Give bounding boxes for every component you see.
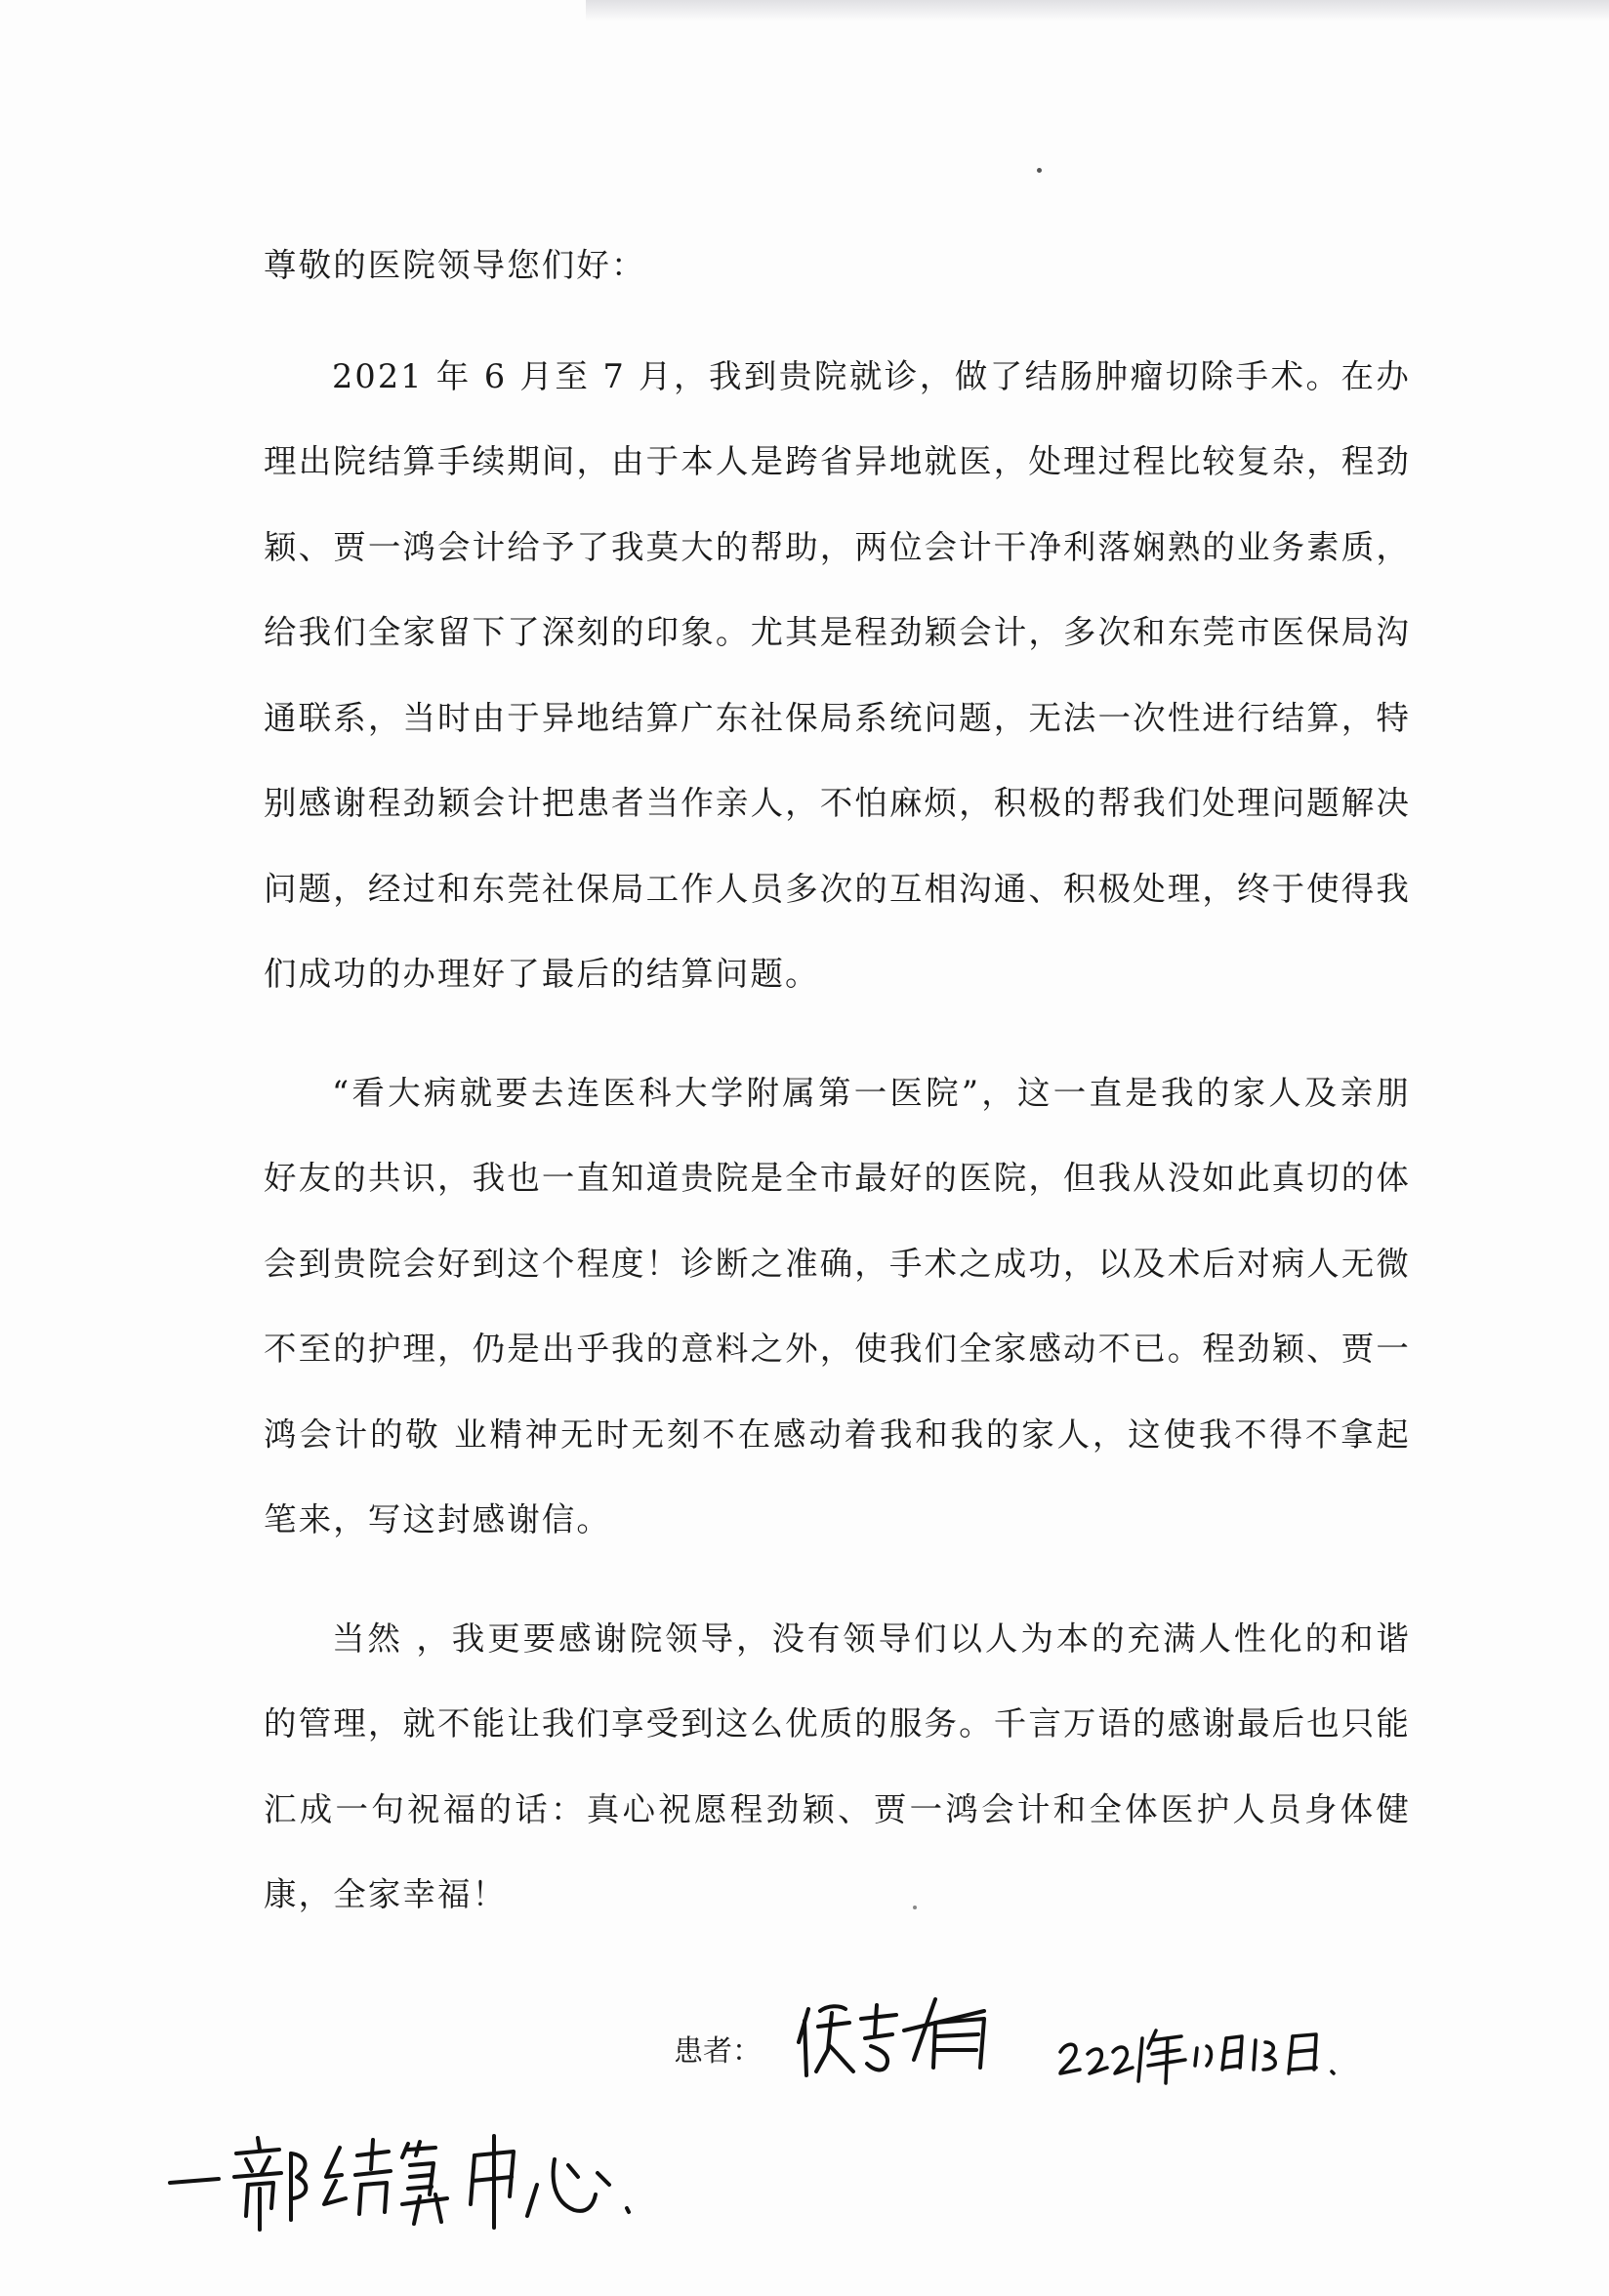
letter-body xyxy=(264,223,1411,1959)
letter-salutation: 尊敬的医院领导您们好： xyxy=(264,246,646,284)
handwritten-department-note xyxy=(164,2126,672,2234)
handwritten-date xyxy=(1054,2009,1367,2087)
signature-label: 患者： xyxy=(674,2034,762,2069)
handwritten-signature xyxy=(789,1991,1013,2079)
letter-paragraph-3: 当然 ，我更要感谢院领导，没有领导们以人为本的充满人性化的和谐的管理，就不能让我们享受到这么优质的服务。千言万语的感谢最后也只能汇成一句祝福的话：真心祝愿程劲颖、贾一鸿会计和全体医护人员身体健康，全家幸福！ xyxy=(264,1619,1411,1913)
scan-shadow xyxy=(586,0,1609,21)
letter-paragraph-1: 2021 年 6 月至 7 月，我到贵院就诊，做了结肠肿瘤切除手术。在办理出院结算手续期间，由于本人是跨省异地就医，处理过程比较复杂，程劲颖、贾一鸿会计给予了我莫大的帮助，两位会计干净利落娴熟的业务素质，给我们全家留下了深刻的印象。尤其是程劲颖会计，多次和东莞市医保局沟通联系，当时由于异地结算广东社保局系统问题，无法一次性进行结算，特别感谢程劲颖会计把患者当作亲人，不怕麻烦，积极的帮我们处理问题解决问题，经过和东莞社保局工作人员多次的互相沟通、积极处理，终于使得我们成功的办理好了最后的结算问题。 xyxy=(264,356,1411,993)
scan-speck xyxy=(1037,168,1042,173)
letter-paragraph-2: “看大病就要去连医科大学附属第一医院”，这一直是我的家人及亲朋好友的共识，我也一直知道贵院是全市最好的医院，但我从没如此真切的体会到贵院会好到这个程度！诊断之准确，手术之成功，以及术后对病人无微不至的护理，仍是出乎我的意料之外，使我们全家感动不已。程劲颖、贾一鸿会计的敬 业精神无时无刻不在感动着我和我的家人，这使我不得不拿起笔来，写这封感谢信。 xyxy=(264,1073,1411,1538)
